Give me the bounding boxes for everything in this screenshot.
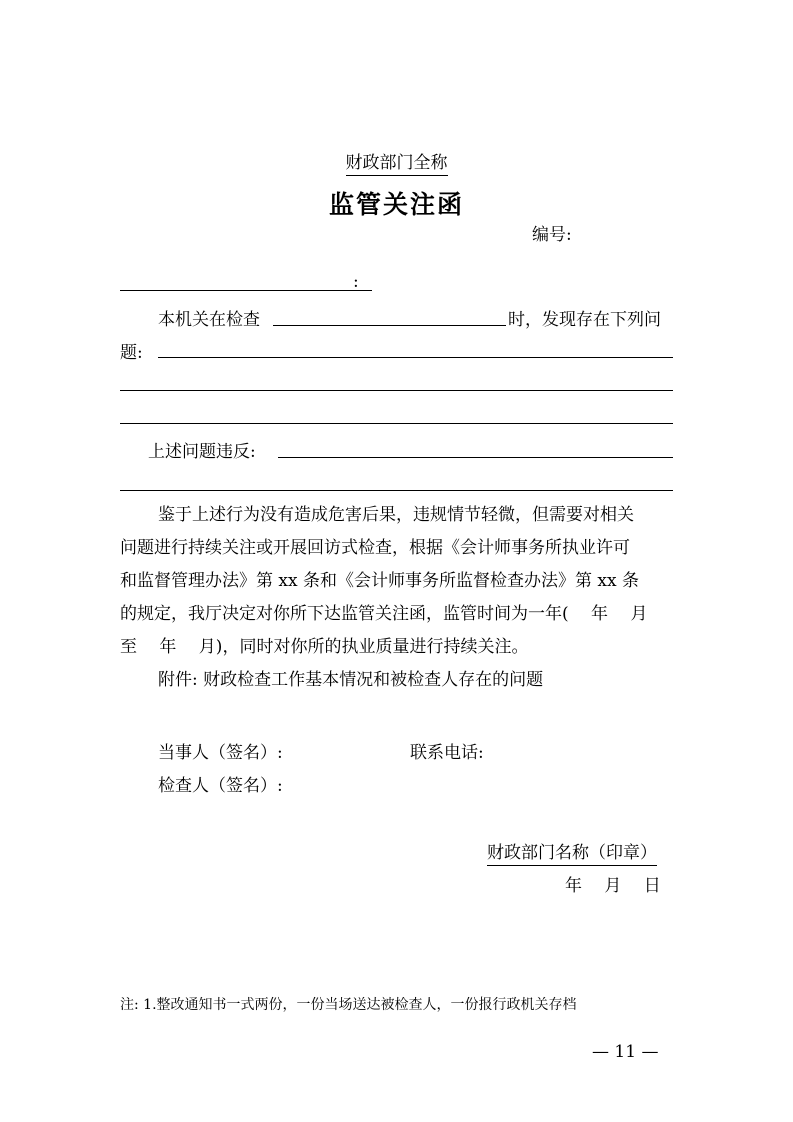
body-paragraph [120, 499, 673, 697]
page-number: — 11 — [592, 1042, 659, 1062]
inspection-prefix: 本机关在检查 [158, 310, 260, 330]
violation-label: 上述问题违反: [148, 442, 256, 462]
inspection-suffix: 时，发现存在下列问 [508, 310, 661, 330]
seal-date: 年 月 日 [565, 876, 661, 896]
violation-line-1 [278, 457, 673, 458]
body-line: 问题进行持续关注或开展回访式检查，根据《会计师事务所执业许可 [120, 538, 630, 558]
body-line: 鉴于上述行为没有造成危害后果，违规情节轻微，但需要对相关 [158, 505, 634, 525]
department-full-name: 财政部门全称 [0, 148, 793, 173]
body-line: 至 年 月)，同时对你所的执业质量进行持续关注。 [120, 637, 529, 657]
problem-line-2 [120, 390, 673, 391]
contact-phone-label: 联系电话: [410, 743, 484, 763]
addressee-colon: : [353, 272, 359, 292]
seal-department [487, 838, 657, 863]
document-number-label: 编号: [532, 225, 572, 245]
document-title: 监管关注函 [328, 190, 464, 219]
party-signature-label: 当事人（签名）: [158, 743, 283, 763]
footnote: 注: 1.整改通知书一式两份，一份当场送达被检查人，一份报行政机关存档 [120, 997, 577, 1013]
problem-line-1 [158, 357, 673, 358]
body-line: 的规定，我厅决定对你所下达监管关注函，监管时间为一年( 年 月 [120, 604, 648, 624]
inspector-signature-label: 检查人（签名）: [158, 776, 283, 796]
body-line: 和监督管理办法》第 xx 条和《会计师事务所监督检查办法》第 xx 条 [120, 571, 639, 591]
inspection-item-underline [273, 325, 506, 326]
problem-line-3 [120, 423, 673, 424]
violation-line-2 [120, 490, 673, 491]
seal-department-text: 财政部门名称（印章） [487, 843, 657, 866]
inspection-wrap: 题: [120, 343, 143, 363]
attachment-line: 附件: 财政检查工作基本情况和被检查人存在的问题 [158, 670, 544, 690]
addressee-underline [120, 290, 372, 291]
